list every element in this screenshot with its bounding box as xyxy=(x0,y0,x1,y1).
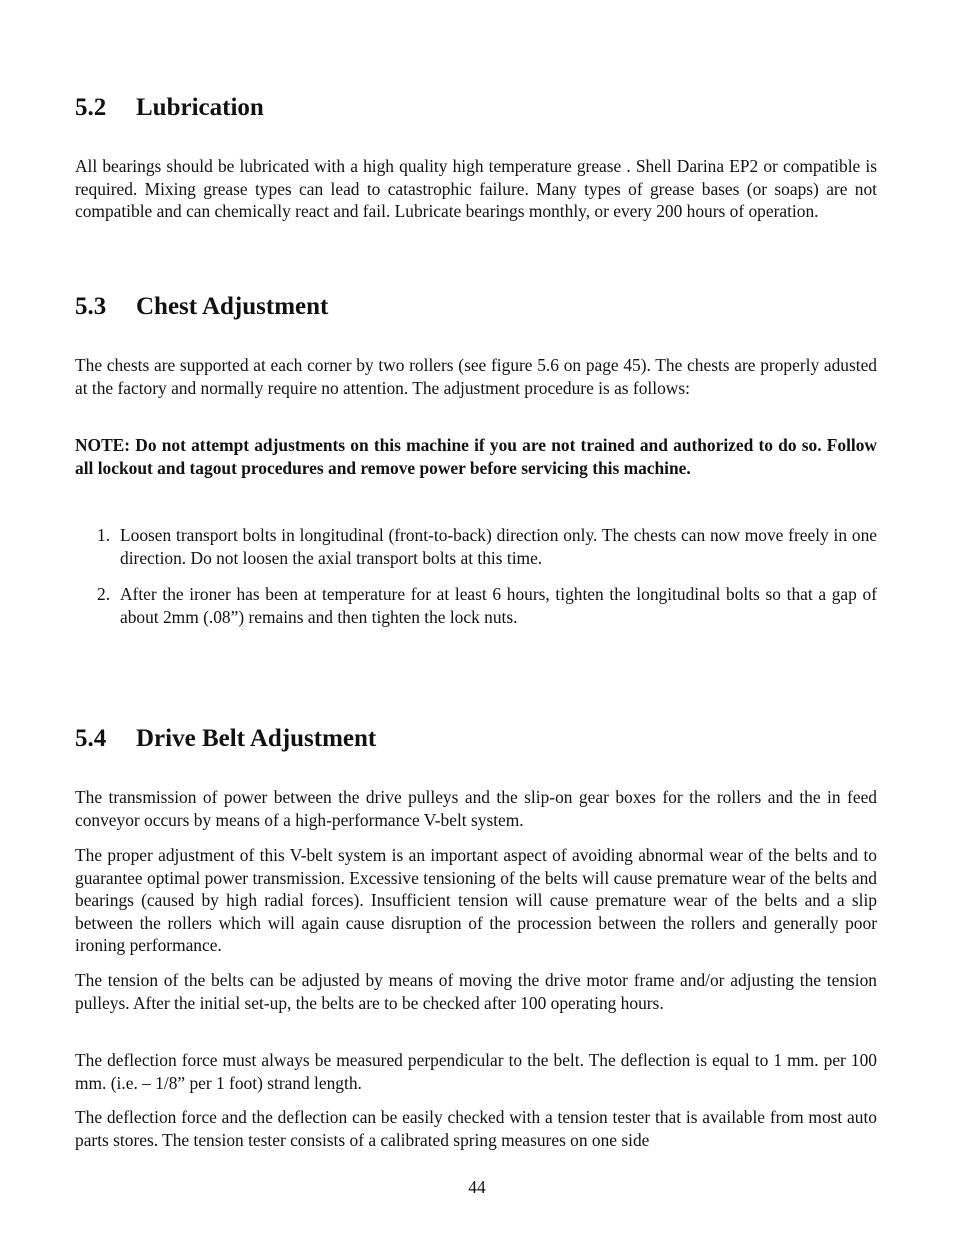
list-item-text: Loosen transport bolts in longitudinal (front-to-back) direction only. The chests can now move freely in one direction. Do not loosen the axial transport bolts at this time. xyxy=(120,525,877,568)
drive-belt-paragraph-1: The transmission of power between the drive pulleys and the slip-on gear boxes for the rollers and the in feed conveyor occurs by means of a high-performance V-belt system. xyxy=(75,787,877,830)
list-item-text: After the ironer has been at temperature for at least 6 hours, tighten the longitudinal bolts so that a gap of about 2mm (.08”) remains and then tighten the lock nuts. xyxy=(120,584,877,627)
section-title: Chest Adjustment xyxy=(136,293,329,320)
section-heading-drive-belt-adjustment xyxy=(75,724,376,754)
lubrication-paragraph: All bearings should be lubricated with a high quality high temperature grease . Shell Darina EP2 or compatible is required. Mixing grease types can lead to catastrophic failure. Many types of grease bases (or soaps) are not compatible and can chemically react and fail. Lubricate bearings monthly, or every 200 hours of operation. xyxy=(75,156,877,222)
chest-adjustment-paragraph: The chests are supported at each corner by two rollers (see figure 5.6 on page 45). The chests are properly adusted at the factory and normally require no attention. The adjustment procedure is as follows: xyxy=(75,355,877,398)
section-title: Lubrication xyxy=(136,94,264,121)
page-number: 44 xyxy=(468,1177,486,1197)
list-marker: 2. xyxy=(97,584,111,604)
drive-belt-paragraph-2: The proper adjustment of this V-belt system is an important aspect of avoiding abnormal wear of the belts and to guarantee optimal power transmission. Excessive tensioning of the belts will cause premature wear of the belts and bearings (caused by high radial forces). Insufficient tension will cause premature wear of the belts and a slip between the rollers which will again cause disruption of the procession between the rollers and generally poor ironing performance. xyxy=(75,845,877,956)
section-number: 5.2 xyxy=(75,94,107,121)
drive-belt-paragraph-3: The tension of the belts can be adjusted by means of moving the drive motor frame and/or adjusting the tension pulleys. After the initial set-up, the belts are to be checked after 100 operating hours. xyxy=(75,970,877,1013)
safety-note: NOTE: Do not attempt adjustments on this machine if you are not trained and authorized to do so. Follow all lockout and tagout procedures and remove power before servicing this machine. xyxy=(75,435,877,478)
section-heading-chest-adjustment xyxy=(75,292,328,322)
section-title: Drive Belt Adjustment xyxy=(136,725,377,752)
drive-belt-paragraph-4: The deflection force must always be measured perpendicular to the belt. The deflection is equal to 1 mm. per 100 mm. (i.e. – 1/8” per 1 foot) strand length. xyxy=(75,1050,877,1093)
section-heading-lubrication xyxy=(75,93,264,123)
section-number: 5.4 xyxy=(75,725,107,752)
drive-belt-paragraph-5: The deflection force and the deflection can be easily checked with a tension tester that is available from most auto parts stores. The tension tester consists of a calibrated spring measures on one side xyxy=(75,1107,877,1150)
section-number: 5.3 xyxy=(75,293,107,320)
list-marker: 1. xyxy=(97,525,111,545)
